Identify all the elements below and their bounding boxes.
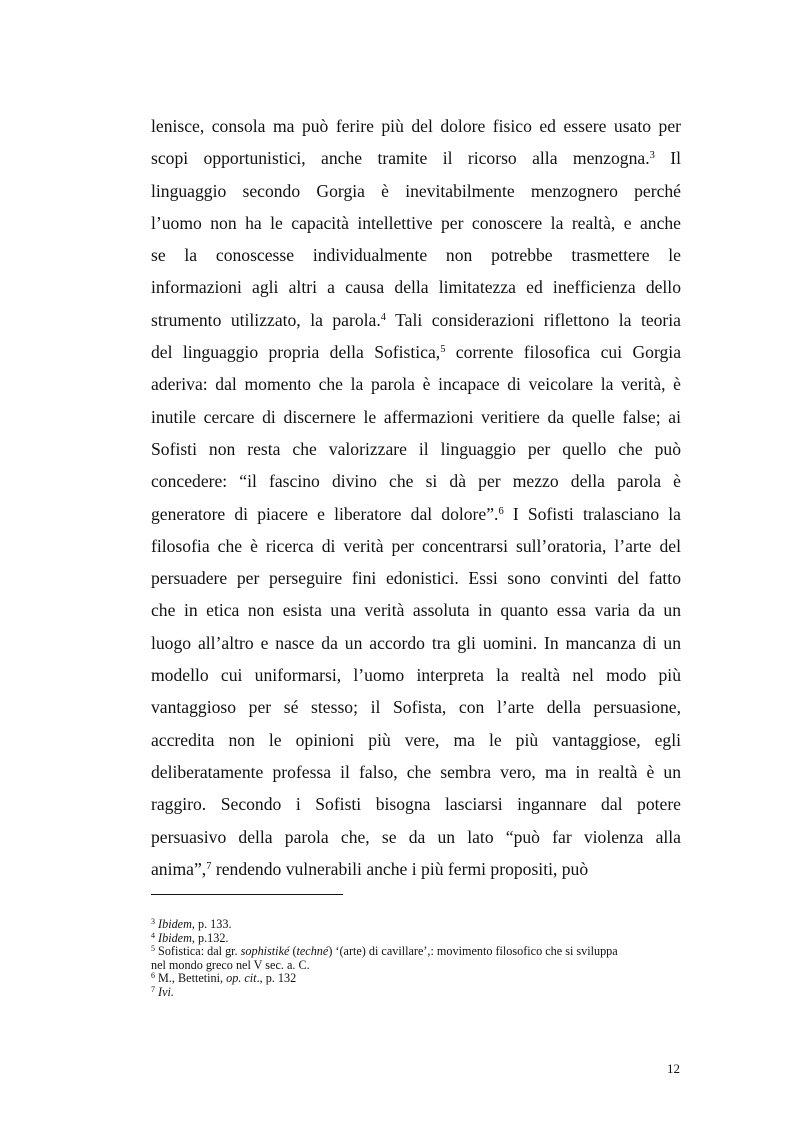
body-line: filosofia che è ricerca di verità per concentrarsi sull’oratoria, l’arte del bbox=[151, 535, 681, 556]
body-line: linguaggio secondo Gorgia è inevitabilmente menzognero perché bbox=[151, 180, 681, 201]
body-line: anima”,$^7$ rendendo vulnerabili anche i più fermi propositi, può bbox=[151, 858, 589, 879]
body-line: lenisce, consola ma può ferire più del dolore fisico ed essere usato per bbox=[151, 116, 681, 136]
body-line: inutile cercare di discernere le affermazioni veritiere da quelle false; ai bbox=[151, 406, 681, 427]
body-line: del linguaggio propria della Sofistica,$^5$ corrente filosofica cui Gorgia bbox=[151, 342, 681, 363]
body-line: persuadere per perseguire fini edonistici. Essi sono convinti del fatto bbox=[151, 568, 681, 589]
body-line: generatore di piacere e liberatore dal dolore”.$^6$ I Sofisti tralasciano la bbox=[151, 503, 681, 524]
body-text bbox=[151, 110, 681, 885]
page-number: 12 bbox=[667, 1061, 680, 1076]
body-line: concedere: “il fascino divino che si dà per mezzo della parola è bbox=[151, 471, 681, 492]
body-line: vantaggioso per sé stesso; il Sofista, con l’arte della persuasione, bbox=[151, 697, 681, 718]
body-line: persuasivo della parola che, se da un lato “può far violenza alla bbox=[151, 826, 681, 847]
footnote: $^3$ Ibidem, p. 133. bbox=[151, 917, 232, 931]
body-line: se la conoscesse individualmente non potrebbe trasmettere le bbox=[151, 245, 681, 266]
footnote-ref: 4 bbox=[380, 311, 386, 323]
body-line: informazioni agli altri a causa della limitatezza ed inefficienza dello bbox=[151, 277, 681, 298]
body-line: scopi opportunistici, anche tramite il ricorso alla menzogna.$^3$ Il bbox=[151, 148, 681, 169]
footnote: $^6$ M., Bettetini, op. cit., p. 132 bbox=[151, 971, 297, 985]
footnote: $^7$ Ivi. bbox=[151, 984, 174, 999]
body-line: l’uomo non ha le capacità intellettive per conoscere la realtà, e anche bbox=[151, 212, 681, 233]
body-line: che in etica non esista una verità assoluta in quanto essa varia da un bbox=[151, 600, 681, 621]
footnote-ref: 6 bbox=[498, 505, 504, 517]
footnotes bbox=[151, 918, 681, 999]
body-line: aderiva: dal momento che la parola è incapace di veicolare la verità, è bbox=[151, 374, 681, 395]
body-line: accredita non le opinioni più vere, ma le più vantaggiose, egli bbox=[151, 729, 681, 750]
footnote-ref: 3 bbox=[649, 150, 655, 162]
footnote-ref: 7 bbox=[206, 860, 212, 872]
footnote-ref: 5 bbox=[440, 344, 446, 356]
footnote-continuation: nel mondo greco nel V sec. a. C. bbox=[151, 957, 310, 972]
body-line: strumento utilizzato, la parola.$^4$ Tali considerazioni riflettono la teoria bbox=[151, 309, 681, 330]
body-line: deliberatamente professa il falso, che sembra vero, ma in realtà è un bbox=[151, 761, 681, 782]
body-line: modello cui uniformarsi, l’uomo interpreta la realtà nel modo più bbox=[151, 665, 681, 686]
body-line: Sofisti non resta che valorizzare il linguaggio per quello che può bbox=[151, 438, 681, 459]
footnote: $^4$ Ibidem, p.132. bbox=[151, 930, 229, 945]
footnote-separator bbox=[151, 894, 343, 895]
body-line: raggiro. Secondo i Sofisti bisogna lasciarsi ingannare dal potere bbox=[151, 794, 681, 815]
footnote: $^5$ Sofistica: dal gr. sophistiké (techné) ‘(arte) di cavillare’,: movimento filosofico che si sviluppa bbox=[151, 944, 618, 958]
body-line: luogo all’altro e nasce da un accordo tra gli uomini. In mancanza di un bbox=[151, 632, 681, 653]
